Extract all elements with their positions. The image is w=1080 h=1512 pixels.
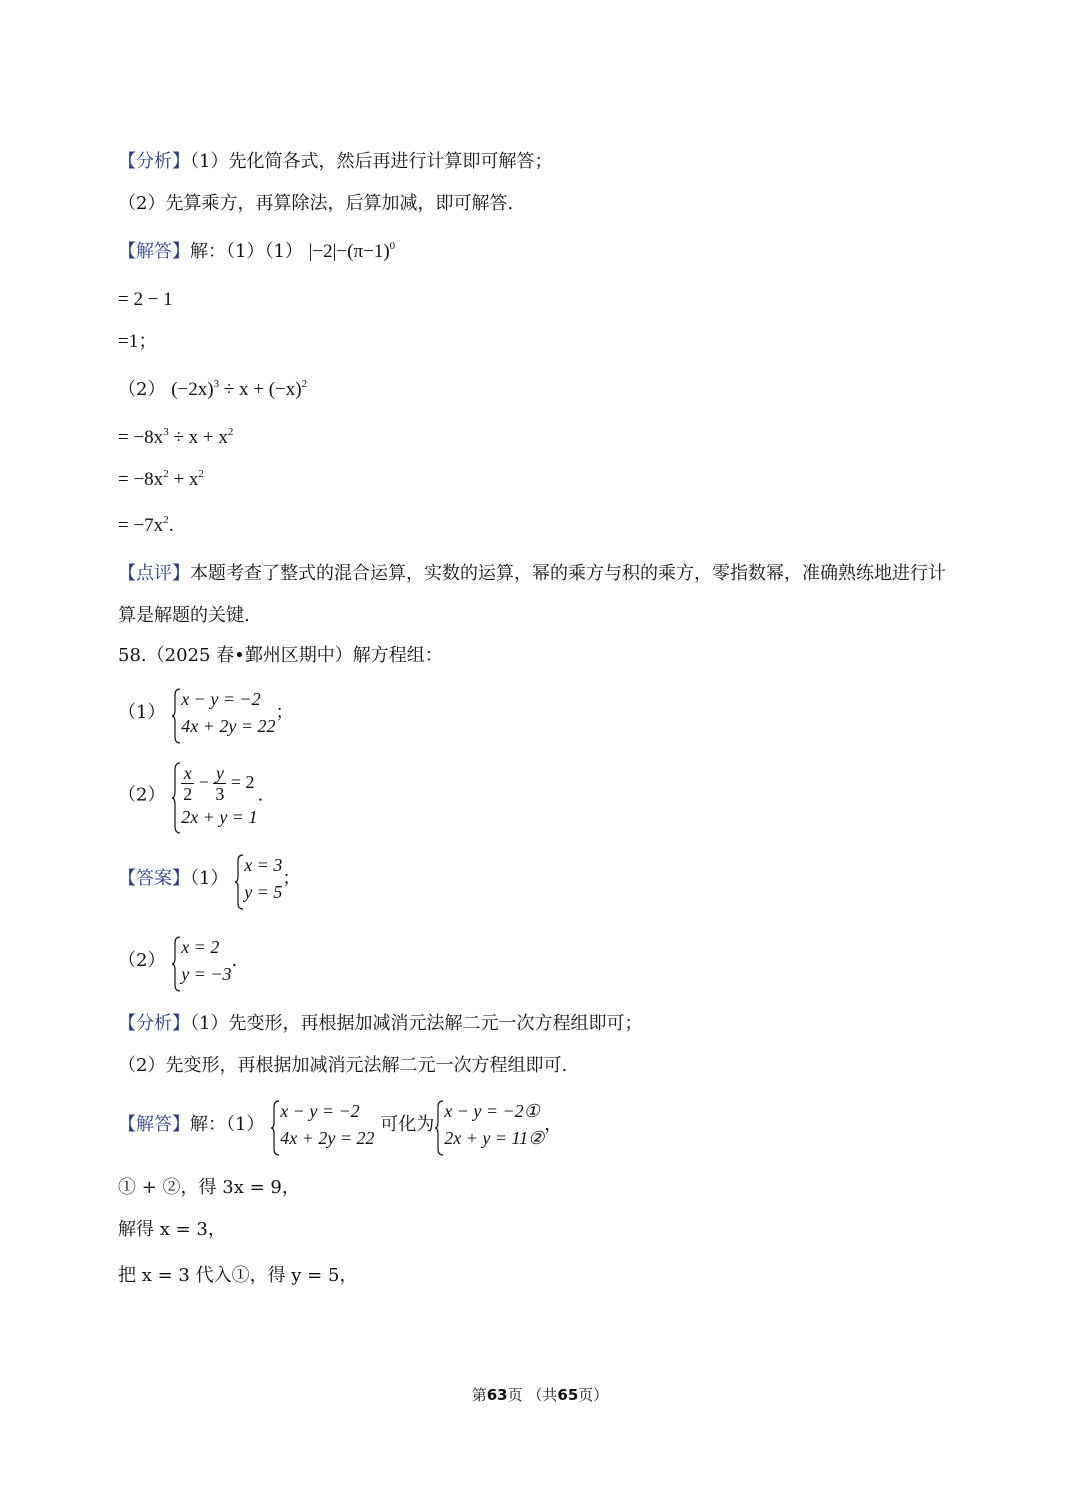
part-label: （2） xyxy=(118,950,166,971)
equation-system xyxy=(270,1098,374,1152)
brace-icon xyxy=(171,936,181,992)
expr-b: ÷ x + (−x) xyxy=(219,379,302,400)
solution-step-4 xyxy=(118,466,204,494)
numerator: y xyxy=(213,763,226,784)
brace-icon xyxy=(171,688,181,744)
punct: ， xyxy=(544,1114,563,1135)
equals: = 2 xyxy=(230,772,255,792)
transform-text: 可化为 xyxy=(380,1114,435,1135)
page-total: 65 xyxy=(557,1386,579,1404)
equation-row: y = −3 xyxy=(181,964,232,984)
equation-row xyxy=(181,760,257,804)
solution2-line-1 xyxy=(118,1098,562,1152)
s3a: = −7x xyxy=(118,515,164,536)
brace-icon xyxy=(270,1100,280,1156)
s3b: . xyxy=(168,515,174,536)
solution-step-5 xyxy=(118,512,173,540)
equation-row: x − y = −2① xyxy=(444,1101,540,1121)
review-tag: 【点评】 xyxy=(118,563,190,584)
equation-row: 4x + 2y = 22 xyxy=(181,716,276,736)
footer-pre: 第 xyxy=(471,1386,487,1404)
analysis-tag: 【分析】 xyxy=(118,151,190,172)
equation-row: x − y = −2 xyxy=(181,689,261,709)
equation-system xyxy=(171,760,257,831)
equation-row: y = 5 xyxy=(244,882,283,902)
solution-part-2 xyxy=(118,376,307,404)
solution-step-1: = 2 − 1 xyxy=(118,289,173,310)
solution-intro: 解：（1） xyxy=(190,1114,265,1135)
denominator: 2 xyxy=(183,784,193,805)
equation-row: 2x + y = 11② xyxy=(444,1128,545,1148)
solution2-step-1: ① + ②，得 3x = 9， xyxy=(118,1177,300,1198)
s2a: = −8x xyxy=(118,469,164,490)
s2b: + x xyxy=(168,469,199,490)
solution-step-2: =1； xyxy=(118,331,158,352)
review-line-2: 算是解题的关键. xyxy=(118,605,250,626)
solution-tag: 【解答】 xyxy=(118,1114,190,1135)
equation-system xyxy=(171,686,275,740)
brace-icon xyxy=(171,762,181,834)
analysis2-line-1 xyxy=(118,1010,642,1038)
review-line-1 xyxy=(118,560,946,588)
problem-part-2 xyxy=(118,760,263,831)
analysis2-line-2: （2）先变形，再根据加减消元法解二元一次方程组即可. xyxy=(118,1055,568,1076)
brace-icon xyxy=(434,1100,444,1156)
analysis-text-1: （1）先化简各式，然后再进行计算即可解答； xyxy=(190,151,553,172)
answer-line-2 xyxy=(118,934,237,988)
s3e: 2 xyxy=(163,514,169,526)
solution-intro: 解：（1）（1） xyxy=(190,241,303,262)
solution-tag: 【解答】 xyxy=(118,241,190,262)
solution-line-1 xyxy=(118,238,395,266)
solution2-step-2: 解得 x = 3， xyxy=(118,1219,226,1240)
s1a: = −8x xyxy=(118,427,164,448)
solution2-step-3: 把 x = 3 代入①，得 y = 5， xyxy=(118,1265,358,1286)
page-number: 63 xyxy=(486,1386,508,1404)
equation-row: x − y = −2 xyxy=(280,1101,360,1121)
exp-2: 2 xyxy=(301,378,308,390)
part-label: （2） xyxy=(118,784,166,806)
analysis2-text-1: （1）先变形，再根据加减消元法解二元一次方程组即可； xyxy=(190,1013,643,1034)
problem-header: 58.（2025 春•鄞州区期中）解方程组： xyxy=(118,645,443,666)
page-footer xyxy=(0,1384,1080,1405)
s2e: 2 xyxy=(163,468,169,480)
s2e2: 2 xyxy=(198,468,204,480)
s1e: 3 xyxy=(163,426,169,438)
expr-text: |−2|−(π−1) xyxy=(308,241,390,262)
punct: . xyxy=(257,784,264,806)
equation-system xyxy=(434,1098,544,1152)
denominator: 3 xyxy=(215,784,225,805)
exponent: 0 xyxy=(389,240,396,252)
brace-icon xyxy=(234,854,244,910)
answer-line-1 xyxy=(118,852,300,906)
analysis-tag: 【分析】 xyxy=(118,1013,190,1034)
part-label: （1） xyxy=(118,702,166,723)
punct: ； xyxy=(275,702,294,723)
punct: . xyxy=(231,950,238,971)
minus: − xyxy=(198,772,209,792)
part-label: （2） xyxy=(118,379,166,400)
analysis-line-2: （2）先算乘方，再算除法，后算加减，即可解答. xyxy=(118,193,514,214)
punct: ； xyxy=(282,868,301,889)
footer-post: 页） xyxy=(578,1386,609,1404)
equation-row: x = 3 xyxy=(244,855,283,875)
equation-row: 2x + y = 1 xyxy=(181,807,258,828)
equation-row: x = 2 xyxy=(181,937,220,957)
s1b: ÷ x + x xyxy=(168,427,228,448)
solution-step-3 xyxy=(118,424,233,452)
exp-3: 3 xyxy=(213,378,220,390)
answer-system xyxy=(171,934,231,988)
footer-mid: 页 （共 xyxy=(507,1386,558,1404)
fraction xyxy=(213,763,226,804)
fraction xyxy=(181,763,194,804)
part2-expr xyxy=(171,379,307,400)
equation-row: 4x + 2y = 22 xyxy=(280,1128,375,1148)
expr-a: (−2x) xyxy=(171,379,214,400)
answer-tag: 【答案】 xyxy=(118,868,190,889)
answer-system xyxy=(234,852,282,906)
numerator: x xyxy=(181,763,194,784)
problem-part-1 xyxy=(118,686,293,740)
s1e2: 2 xyxy=(227,426,234,438)
solution-expr xyxy=(309,241,396,262)
analysis-line-1 xyxy=(118,148,552,176)
review-text-1: 本题考查了整式的混合运算，实数的运算，幂的乘方与积的乘方，零指数幂，准确熟练地进行计 xyxy=(190,563,946,584)
part-label: （1） xyxy=(190,868,229,889)
